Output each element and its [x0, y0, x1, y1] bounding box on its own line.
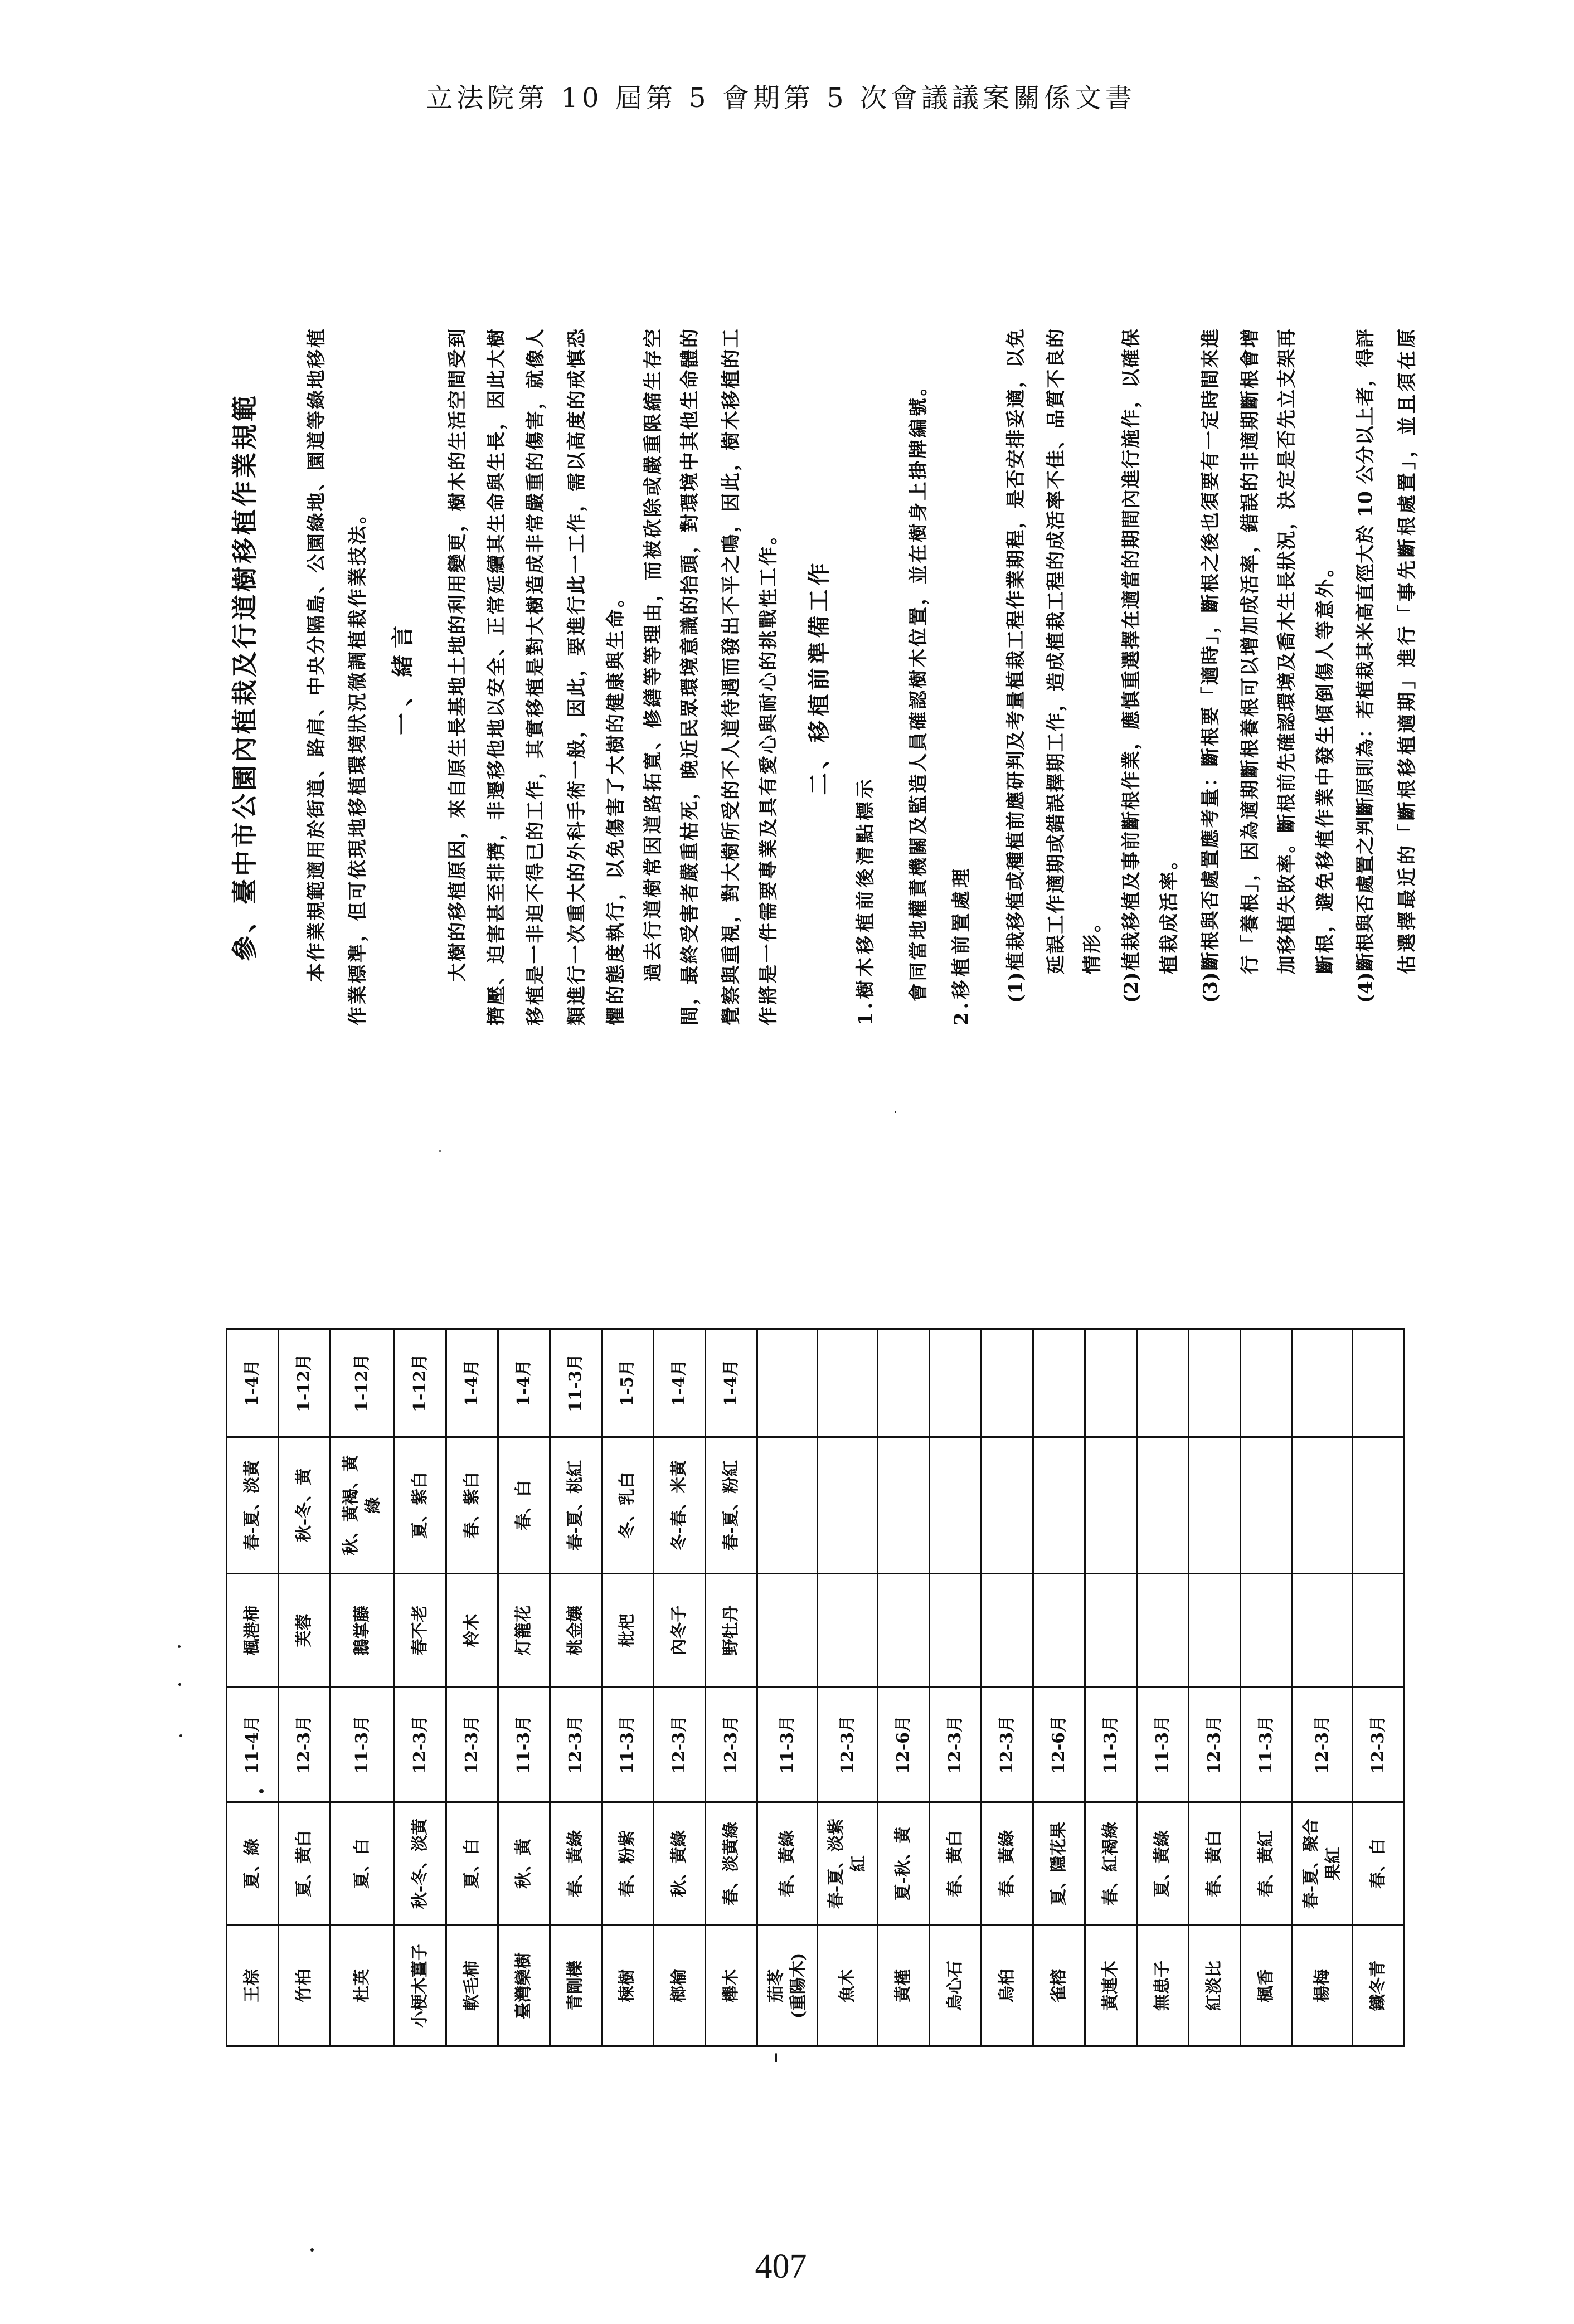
- transplant-months: 12-3月: [279, 1688, 331, 1802]
- flowering-season-color: 夏-秋、黃: [878, 1802, 930, 1926]
- transplant-months: [930, 1329, 982, 1437]
- table-row: [1085, 1329, 1137, 2046]
- species-name: 雀榕: [1033, 1926, 1085, 2046]
- transplant-months: 1-4月: [706, 1329, 757, 1437]
- flowering-season-color: 夏、紫白: [395, 1437, 446, 1574]
- transplant-months: 11-3月: [1137, 1688, 1189, 1802]
- transplant-months: 11-3月: [757, 1688, 818, 1802]
- flowering-season-color: [930, 1437, 982, 1574]
- flowering-season-color: 春、黃綠: [550, 1802, 602, 1926]
- flowering-season-color: 春-夏、粉紅: [706, 1437, 757, 1574]
- transplant-months: [1137, 1329, 1189, 1437]
- table-row: [602, 1329, 654, 2046]
- flowering-season-color: 冬、乳白: [602, 1437, 654, 1574]
- species-name: 青剛櫟: [550, 1926, 602, 2046]
- table-row: [1137, 1329, 1189, 2046]
- paragraph-line: 移植是一非迫不得已的工作，其實移植是對大樹造成非常嚴重的傷害，就像人: [524, 329, 547, 1025]
- scan-speck: [178, 1645, 181, 1648]
- transplant-months: 1-4月: [446, 1329, 498, 1437]
- list-item-line: (2)植栽移植及事前斷根作業，應慎重選擇在適當的期間內進行施作，以確保: [1120, 329, 1143, 1003]
- flowering-season-color: 春、淡黃綠: [706, 1802, 757, 1926]
- flowering-season-color: 春、白: [498, 1437, 550, 1574]
- transplant-months: 1-5月: [602, 1329, 654, 1437]
- transplant-months: [818, 1329, 878, 1437]
- species-name: [878, 1574, 930, 1688]
- species-name: 小梗木薑子: [395, 1926, 446, 2046]
- scan-speck: [178, 1683, 181, 1686]
- flowering-season-color: 秋、黃: [498, 1802, 550, 1926]
- subheading-inventory: 1.樹木移植前後清點標示: [854, 776, 877, 1025]
- section-title: 參、臺中市公園內植栽及行道樹移植作業規範: [230, 393, 260, 961]
- transplant-months: [1189, 1329, 1241, 1437]
- table-row: [498, 1329, 550, 2046]
- flowering-season-color: 春、白: [1353, 1802, 1405, 1926]
- species-name: 鐵冬青: [1353, 1926, 1405, 2046]
- transplant-months: 1-12月: [395, 1329, 446, 1437]
- transplant-months: 12-3月: [395, 1688, 446, 1802]
- table-row: [1033, 1329, 1085, 2046]
- transplant-months: 11-3月: [1241, 1688, 1293, 1802]
- flowering-season-color: 春、粉紫: [602, 1802, 654, 1926]
- species-name: 桃金孃: [550, 1574, 602, 1688]
- paragraph-line: 作將是一件需要專業及具有愛心與耐心的挑戰性工作。: [757, 524, 780, 1025]
- paragraph-line: 覺察與重視，對大樹所受的不人道待遇而發出不平之鳴，因此，樹木移植的工: [720, 329, 742, 1025]
- flowering-season-color: 夏、隱花果: [1033, 1802, 1085, 1926]
- transplant-months: 12-3月: [654, 1688, 706, 1802]
- list-item-line: (3)斷根與否處置應考量：斷根要「適時」，斷根之後也須要有一定時間來進: [1199, 329, 1222, 1003]
- transplant-months: 1-4月: [654, 1329, 706, 1437]
- species-name: 鵝掌藤: [331, 1574, 395, 1688]
- heading-introduction: 一、緒言: [390, 619, 416, 735]
- species-name: [818, 1574, 878, 1688]
- species-name: 櫸木: [706, 1926, 757, 2046]
- scan-speck: [895, 1111, 896, 1113]
- table-row: [1189, 1329, 1241, 2046]
- flowering-season-color: 冬-春、米黃: [654, 1437, 706, 1574]
- flowering-season-color: [1033, 1437, 1085, 1574]
- species-name: 王棕: [227, 1926, 279, 2046]
- flowering-season-color: 春、黃白: [930, 1802, 982, 1926]
- transplant-months: 11-4月: [227, 1688, 279, 1802]
- flowering-season-color: [1137, 1437, 1189, 1574]
- species-name: 竹柏: [279, 1926, 331, 2046]
- flowering-season-color: [1353, 1437, 1405, 1574]
- species-name: 臺灣欒樹: [498, 1926, 550, 2046]
- transplant-months: 1-4月: [227, 1329, 279, 1437]
- list-item-line: (4)斷根與否處置之判斷原則為：若植栽其米高直徑大於 10 公分以上者，得評: [1354, 329, 1377, 1003]
- species-name: 灯籠花: [498, 1574, 550, 1688]
- flowering-season-color: 春、黃綠: [982, 1802, 1033, 1926]
- transplant-months: [757, 1329, 818, 1437]
- table-row: [331, 1329, 395, 2046]
- transplant-months: [878, 1329, 930, 1437]
- flowering-season-color: 春、黃白: [1189, 1802, 1241, 1926]
- transplant-months: 11-3月: [331, 1688, 395, 1802]
- species-name: 內冬子: [654, 1574, 706, 1688]
- list-item-line: 行「養根」，因為適期斷根養根可以增加成活率，錯誤的非適期斷根會增: [1239, 329, 1261, 974]
- transplant-months: 11-3月: [498, 1688, 550, 1802]
- transplant-months: 12-3月: [446, 1688, 498, 1802]
- table-row: [279, 1329, 331, 2046]
- flowering-season-color: 夏、綠: [227, 1802, 279, 1926]
- flowering-season-color: 春-夏、淡黃: [227, 1437, 279, 1574]
- transplant-months: 12-6月: [878, 1688, 930, 1802]
- species-name: 枇杷: [602, 1574, 654, 1688]
- species-name: 無患子: [1137, 1926, 1189, 2046]
- page-number: 407: [755, 2248, 807, 2286]
- table-row: [982, 1329, 1033, 2046]
- flowering-season-color: [757, 1437, 818, 1574]
- transplant-months: 1-12月: [331, 1329, 395, 1437]
- transplant-months: 11-3月: [1085, 1688, 1137, 1802]
- species-name: 楓香: [1241, 1926, 1293, 2046]
- flowering-season-color: [818, 1437, 878, 1574]
- scope-line: 本作業規範適用於街道、路肩、中央分隔島、公園綠地、園道等綠地移植: [305, 329, 328, 982]
- flowering-season-color: 秋、黃綠: [654, 1802, 706, 1926]
- paragraph-line: 過去行道樹常因道路拓寬、修繕等等理由，而被砍除或嚴重限縮生存空: [642, 329, 664, 982]
- flowering-season-color: [1189, 1437, 1241, 1574]
- list-item-line: 延誤工作適期或錯誤擇期工作，造成植栽工程的成活率不佳、品質不良的: [1045, 329, 1067, 974]
- flowering-season-color: [1293, 1437, 1353, 1574]
- table-row: [878, 1329, 930, 2046]
- species-name: 芙蓉: [279, 1574, 331, 1688]
- species-name: 烏心石: [930, 1926, 982, 2046]
- scan-speck: [179, 1734, 182, 1737]
- paragraph-line: 間，最終受害者嚴重枯死，晚近民眾環境意識的抬頭，對環境中其他生命體的: [679, 329, 701, 1025]
- transplant-months: 11-3月: [602, 1688, 654, 1802]
- transplant-months: 1-4月: [498, 1329, 550, 1437]
- flowering-season-color: 春、紅褐綠: [1085, 1802, 1137, 1926]
- species-name: [930, 1574, 982, 1688]
- transplant-months: 12-3月: [930, 1688, 982, 1802]
- list-item-line: (1)植栽移植或種植前應研判及考量植栽工程作業期程，是否安排妥適，以免: [1005, 329, 1027, 1003]
- species-name: 楊梅: [1293, 1926, 1353, 2046]
- species-name: [1085, 1574, 1137, 1688]
- table-row: [1241, 1329, 1293, 2046]
- species-name: 紅淡比: [1189, 1926, 1241, 2046]
- species-table: [226, 1328, 1405, 2047]
- species-name: [1033, 1574, 1085, 1688]
- scan-speck: [775, 2053, 777, 2062]
- transplant-months: 12-3月: [982, 1688, 1033, 1802]
- table-row: [446, 1329, 498, 2046]
- list-item-line: 加移植失敗率。斷根前先確認環境及喬木生長狀況，決定是否先立支架再: [1276, 329, 1298, 974]
- flowering-season-color: 夏、白: [446, 1802, 498, 1926]
- flowering-season-color: 夏、白: [331, 1802, 395, 1926]
- species-name: 榔榆: [654, 1926, 706, 2046]
- species-name: 野牡丹: [706, 1574, 757, 1688]
- list-item-line: 估選擇最近的「斷根移植適期」進行「事先斷根處置」，並且須在原: [1396, 329, 1418, 974]
- flowering-season-color: 秋-冬、淡黃: [395, 1802, 446, 1926]
- species-name: 楝樹: [602, 1926, 654, 2046]
- table-row: [930, 1329, 982, 2046]
- transplant-months: 11-3月: [550, 1329, 602, 1437]
- species-name: 楓港柿: [227, 1574, 279, 1688]
- transplant-months: 12-3月: [818, 1688, 878, 1802]
- table-row: [654, 1329, 706, 2046]
- species-name: [757, 1574, 818, 1688]
- paragraph-line: 大樹的移植原因，來自原生長基地土地的利用變更，樹木的生活空間受到: [446, 329, 469, 982]
- flowering-season-color: 秋-冬、黃: [279, 1437, 331, 1574]
- transplant-months: 12-3月: [1293, 1688, 1353, 1802]
- species-name: 黃連木: [1085, 1926, 1137, 2046]
- transplant-months: [1241, 1329, 1293, 1437]
- scope-line: 作業標準，但可依現地移植環境狀況微調植栽作業技法。: [347, 503, 369, 1025]
- document-header: 立法院第 10 屆第 5 會期第 5 次會議議案關係文書: [426, 82, 1136, 114]
- table-row: [757, 1329, 818, 2046]
- heading-preparation: 二、移植前準備工作: [806, 559, 832, 795]
- species-name: [1137, 1574, 1189, 1688]
- transplant-months: 12-6月: [1033, 1688, 1085, 1802]
- flowering-season-color: [982, 1437, 1033, 1574]
- species-name: 魚木: [818, 1926, 878, 2046]
- species-name: [1353, 1574, 1405, 1688]
- transplant-months: 1-12月: [279, 1329, 331, 1437]
- table-row: [1293, 1329, 1353, 2046]
- table-row: [227, 1329, 279, 2046]
- table-row: [706, 1329, 757, 2046]
- subheading-pretreatment: 2.移植前置處理: [950, 865, 973, 1025]
- flowering-season-color: 春、紫白: [446, 1437, 498, 1574]
- list-item-line: 植栽成活率。: [1158, 849, 1180, 974]
- flowering-season-color: 夏、黃白: [279, 1802, 331, 1926]
- flowering-season-color: [1241, 1437, 1293, 1574]
- paragraph-line: 擠壓、迫害甚至排擠，非遷移他地以安全、正常延續其生命與生長，因此大樹: [485, 329, 508, 1025]
- table-row: [818, 1329, 878, 2046]
- species-name: [982, 1574, 1033, 1688]
- species-name: 烏桕: [982, 1926, 1033, 2046]
- transplant-months: 12-3月: [1353, 1688, 1405, 1802]
- rotated-page-content: [212, 301, 1438, 2073]
- transplant-months: 12-3月: [1189, 1688, 1241, 1802]
- flowering-season-color: [878, 1437, 930, 1574]
- table-row: [1353, 1329, 1405, 2046]
- list-item-line: 情形。: [1081, 911, 1104, 974]
- list-item-line: 斷根，避免移植作業中發生傾倒傷人等意外。: [1314, 556, 1337, 974]
- paragraph-line: 類進行一次重大的外科手術一般，因此，要進行此一工作，需以高度的戒慎恐: [566, 329, 588, 1025]
- flowering-season-color: 春、黃紅: [1241, 1802, 1293, 1926]
- transplant-months: 12-3月: [706, 1688, 757, 1802]
- species-name: 杜英: [331, 1926, 395, 2046]
- species-name: 柃木: [446, 1574, 498, 1688]
- scan-speck: [439, 1150, 441, 1152]
- transplant-months: [1293, 1329, 1353, 1437]
- flowering-season-color: 春-夏、淡紫 紅: [818, 1802, 878, 1926]
- species-name: [1189, 1574, 1241, 1688]
- species-name: [1293, 1574, 1353, 1688]
- table-row: [550, 1329, 602, 2046]
- flowering-season-color: [1085, 1437, 1137, 1574]
- transplant-months: 12-3月: [550, 1688, 602, 1802]
- flowering-season-color: 秋、黃褐、黃 綠: [331, 1437, 395, 1574]
- flowering-season-color: 春-夏、聚合 果紅: [1293, 1802, 1353, 1926]
- species-name: 春不老: [395, 1574, 446, 1688]
- paragraph-line: 會同當地權責機關及監造人員確認樹木位置，並在樹身上掛牌編號。: [907, 375, 930, 1002]
- species-name: 黃槿: [878, 1926, 930, 2046]
- species-name: 茄苳 (重陽木): [757, 1926, 818, 2046]
- species-name: [1241, 1574, 1293, 1688]
- table-row: [395, 1329, 446, 2046]
- transplant-months: [1353, 1329, 1405, 1437]
- flowering-season-color: 春、黃綠: [757, 1802, 818, 1926]
- flowering-season-color: 春-夏、桃紅: [550, 1437, 602, 1574]
- scan-speck: [259, 1789, 264, 1793]
- transplant-months: [982, 1329, 1033, 1437]
- paragraph-line: 懼的態度執行，以免傷害了大樹的健康與生命。: [605, 586, 627, 1025]
- transplant-months: [1085, 1329, 1137, 1437]
- flowering-season-color: 夏、黃綠: [1137, 1802, 1189, 1926]
- species-name: 軟毛柿: [446, 1926, 498, 2046]
- transplant-months: [1033, 1329, 1085, 1437]
